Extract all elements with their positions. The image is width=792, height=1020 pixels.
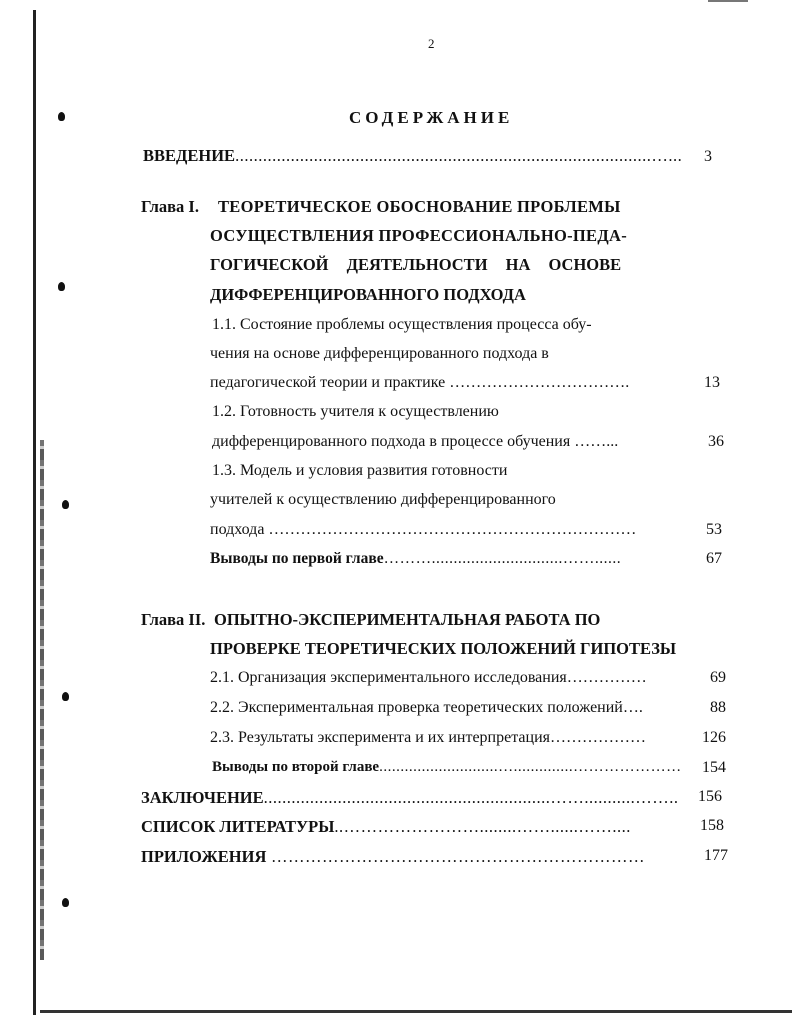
scan-top-mark: [708, 0, 748, 2]
section-1-1-line: педагогической теории и практике …………………………….: [210, 374, 630, 391]
toc-entry-label: Выводы по первой главе: [210, 550, 384, 567]
section-1-3-line: подхода ……………………………………………………………: [210, 521, 637, 538]
chapter1-conclusion-page: 67: [706, 550, 722, 567]
toc-leader: ………..............................……......: [383, 550, 622, 567]
section-1-3-page: 53: [706, 521, 722, 538]
section-1-2-line: дифференцированного подхода в процессе обучения ……...: [212, 433, 619, 450]
punch-hole-mark: [58, 112, 65, 121]
chapter2-conclusion-page: 154: [702, 759, 726, 776]
chapter1-prefix: Глава I.: [141, 197, 199, 216]
toc-entry-label: Выводы по второй главе: [212, 759, 380, 775]
chapter1-conclusion[interactable]: [210, 550, 621, 568]
chapter1-title-line: ТЕОРЕТИЧЕСКОЕ ОБОСНОВАНИЕ ПРОБЛЕМЫ: [218, 197, 621, 216]
toc-leader: ..……………………........……......……....: [334, 817, 631, 836]
section-2-3-page: 126: [702, 729, 726, 746]
punch-hole-mark: [58, 282, 65, 291]
chapter2-title-line: ПРОВЕРКЕ ТЕОРЕТИЧЕСКИХ ПОЛОЖЕНИЙ ГИПОТЕЗЫ: [210, 639, 677, 658]
punch-hole-mark: [62, 500, 69, 509]
section-2-2[interactable]: 2.2. Экспериментальная проверка теоретических положений….: [210, 699, 643, 716]
section-1-1-line: чения на основе дифференцированного подхода в: [210, 345, 549, 362]
section-1-1-line[interactable]: 1.1. Состояние проблемы осуществления процесса обу-: [212, 316, 592, 333]
toc-leader: …………………………………………………………: [266, 847, 645, 866]
section-1-3-line: учителей к осуществлению дифференцированного: [210, 491, 556, 508]
scan-left-edge: [33, 10, 36, 1015]
toc-entry-conclusion[interactable]: [141, 788, 679, 808]
section-1-2-line[interactable]: 1.2. Готовность учителя к осуществлению: [212, 403, 499, 420]
scan-binding-shadow: [40, 440, 44, 960]
section-2-3[interactable]: 2.3. Результаты эксперимента и их интерпретация………………: [210, 729, 646, 746]
toc-entry-bibliography[interactable]: [141, 817, 631, 837]
punch-hole-mark: [62, 692, 69, 701]
page-number: 2: [428, 36, 435, 51]
section-1-1-page: 13: [704, 374, 720, 391]
toc-entry-label: ПРИЛОЖЕНИЯ: [141, 847, 267, 866]
chapter2-prefix: Глава II.: [141, 610, 206, 629]
toc-leader: ..............................................................……...........……..: [263, 788, 679, 807]
toc-entry-conclusion-page: 156: [698, 788, 722, 805]
toc-entry-page: 3: [704, 148, 712, 165]
toc-entry-introduction[interactable]: [143, 146, 682, 166]
toc-entry-label: ЗАКЛЮЧЕНИЕ: [141, 788, 264, 807]
chapter1-title-line: ОСУЩЕСТВЛЕНИЯ ПРОФЕССИОНАЛЬНО-ПЕДА-: [210, 226, 628, 245]
toc-entry-appendices-page: 177: [704, 847, 728, 864]
chapter2-title-line: ОПЫТНО-ЭКСПЕРИМЕНТАЛЬНАЯ РАБОТА ПО: [214, 610, 601, 629]
chapter1-title-line: ГОГИЧЕСКОЙ ДЕЯТЕЛЬНОСТИ НА ОСНОВЕ: [210, 255, 622, 274]
section-1-2-page: 36: [708, 433, 724, 450]
page-title: СОДЕРЖАНИЕ: [349, 108, 514, 127]
toc-entry-appendices[interactable]: [141, 847, 645, 867]
section-2-1-page: 69: [710, 669, 726, 686]
toc-leader: ..........................................................................................…...: [235, 146, 683, 165]
section-1-3-line[interactable]: 1.3. Модель и условия развития готовности: [212, 462, 508, 479]
scan-bottom-edge: [40, 1010, 792, 1013]
punch-hole-mark: [62, 898, 69, 907]
toc-leader: ............................…..............…………………: [379, 759, 682, 775]
chapter2-conclusion[interactable]: [212, 759, 682, 776]
toc-entry-bibliography-page: 158: [700, 817, 724, 834]
section-2-2-page: 88: [710, 699, 726, 716]
section-2-1[interactable]: 2.1. Организация экспериментального исследования……………: [210, 669, 647, 686]
toc-entry-label: ВВЕДЕНИЕ: [143, 146, 236, 165]
toc-entry-label: СПИСОК ЛИТЕРАТУРЫ: [141, 817, 335, 836]
chapter1-title-line: ДИФФЕРЕНЦИРОВАННОГО ПОДХОДА: [210, 285, 526, 304]
